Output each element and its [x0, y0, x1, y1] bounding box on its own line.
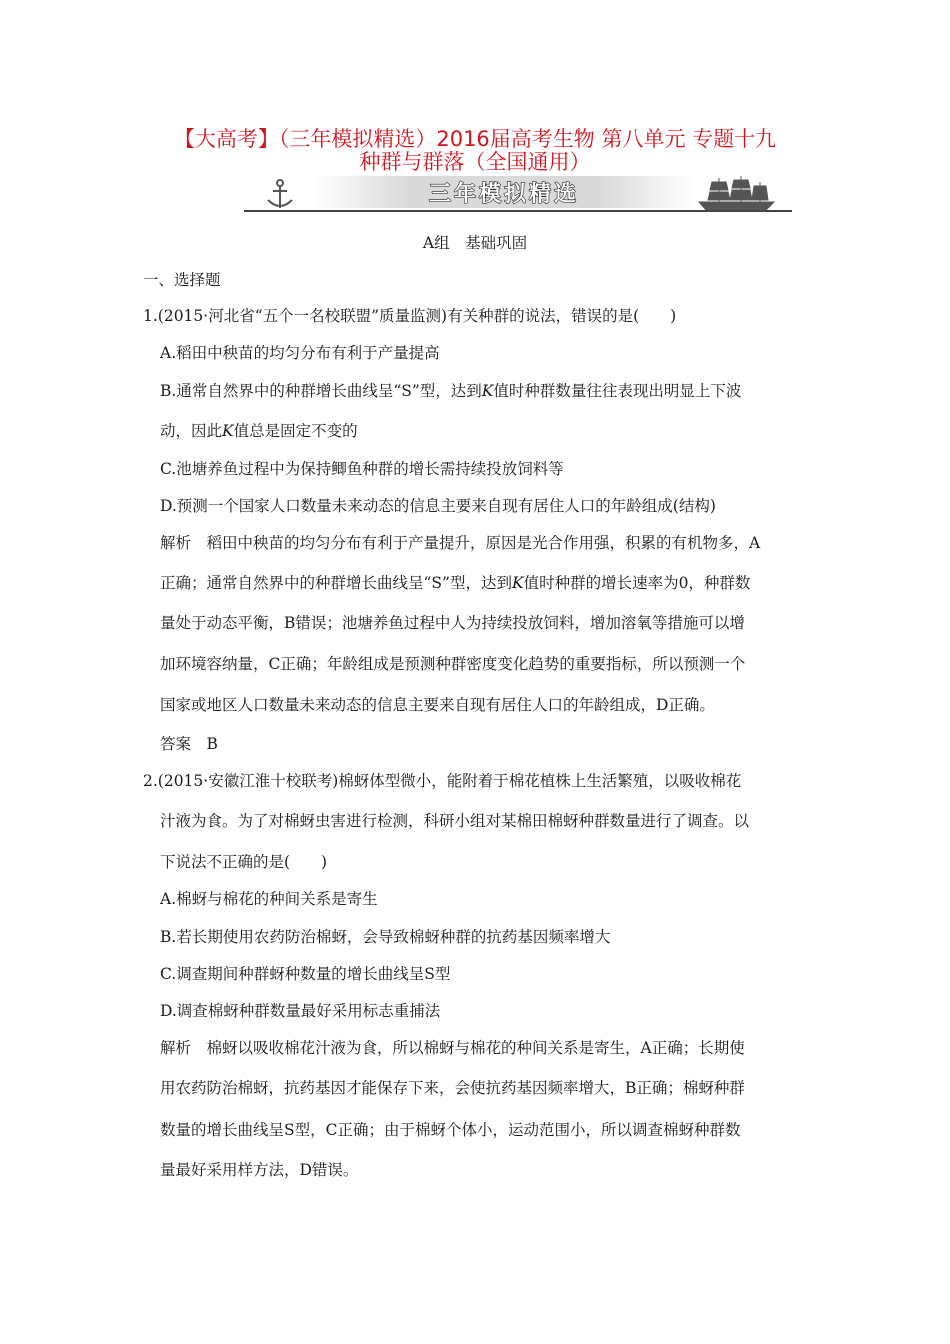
- q1-stem: 1.(2015·河北省“五个一名校联盟”质量监测)有关种群的说法，错误的是( ): [143, 307, 677, 325]
- q1-analysis-line5: 国家或地区人口数量未来动态的信息主要来自现有居住人口的年龄组成，D正确。: [160, 696, 715, 714]
- q1-analysis-line3: 量处于动态平衡，B错误；池塘养鱼过程中人为持续投放饲料，增加溶氧等措施可以增: [160, 614, 745, 632]
- anchor-icon: [268, 180, 292, 208]
- q1-option-a: A.稻田中秧苗的均匀分布有利于产量提高: [160, 344, 440, 362]
- q1-option-d: D.预测一个国家人口数量未来动态的信息主要来自现有居住人口的年龄组成(结构): [160, 497, 716, 515]
- q1-option-c: C.池塘养鱼过程中为保持鲫鱼种群的增长需持续投放饲料等: [160, 460, 564, 478]
- doc-title-line1: 【大高考】（三年模拟精选）2016届高考生物 第八单元 专题十九: [173, 127, 777, 151]
- q2-analysis-line1: 解析 棉蚜以吸收棉花汁液为食，所以棉蚜与棉花的种间关系是寄生，A正确；长期使: [160, 1039, 745, 1057]
- group-title: A组 基础巩固: [422, 234, 528, 252]
- q2-analysis-line4: 量最好采用样方法，D错误。: [160, 1161, 359, 1179]
- q1-analysis-line1: 解析 稻田中秧苗的均匀分布有利于产量提升，原因是光合作用强，积累的有机物多，A: [160, 534, 761, 552]
- sailing-ship-icon: [699, 176, 774, 210]
- q2-option-b: B.若长期使用农药防治棉蚜，会导致棉蚜种群的抗药基因频率增大: [160, 928, 611, 946]
- section-banner: [244, 174, 792, 218]
- section-title: 一、选择题: [143, 271, 221, 289]
- q2-option-c: C.调查期间种群蚜种数量的增长曲线呈S型: [160, 965, 451, 983]
- banner-text: 三年模拟精选: [428, 182, 580, 207]
- q2-stem-line3: 下说法不正确的是( ): [160, 853, 328, 871]
- q2-stem-line1: 2.(2015·安徽江淮十校联考)棉蚜体型微小，能附着于棉花植株上生活繁殖，以吸收棉花: [143, 772, 742, 790]
- q1-analysis-line2: 正确；通常自然界中的种群增长曲线呈“S”型，达到K值时种群的增长速率为0，种群数: [160, 574, 751, 592]
- q2-analysis-line3: 数量的增长曲线呈S型，C正确；由于棉蚜个体小，运动范围小，所以调查棉蚜种群数: [160, 1121, 741, 1139]
- q2-stem-line2: 汁液为食。为了对棉蚜虫害进行检测，科研小组对某棉田棉蚜种群数量进行了调查。以: [160, 812, 750, 830]
- q1-option-b-line2: 动，因此K值总是固定不变的: [160, 422, 358, 440]
- doc-title-line2: 种群与群落（全国通用）: [359, 150, 591, 174]
- q1-answer: 答案 B: [160, 735, 218, 753]
- q2-analysis-line2: 用农药防治棉蚜，抗药基因才能保存下来，会使抗药基因频率增大，B正确；棉蚜种群: [160, 1079, 745, 1097]
- q2-option-d: D.调查棉蚜种群数量最好采用标志重捕法: [160, 1002, 441, 1020]
- q1-option-b-line1: B.通常自然界中的种群增长曲线呈“S”型，达到K值时种群数量往往表现出明显上下波: [160, 382, 742, 400]
- q1-analysis-line4: 加环境容纳量，C正确；年龄组成是预测种群密度变化趋势的重要指标，所以预测一个: [160, 655, 746, 673]
- q2-option-a: A.棉蚜与棉花的种间关系是寄生: [160, 890, 378, 908]
